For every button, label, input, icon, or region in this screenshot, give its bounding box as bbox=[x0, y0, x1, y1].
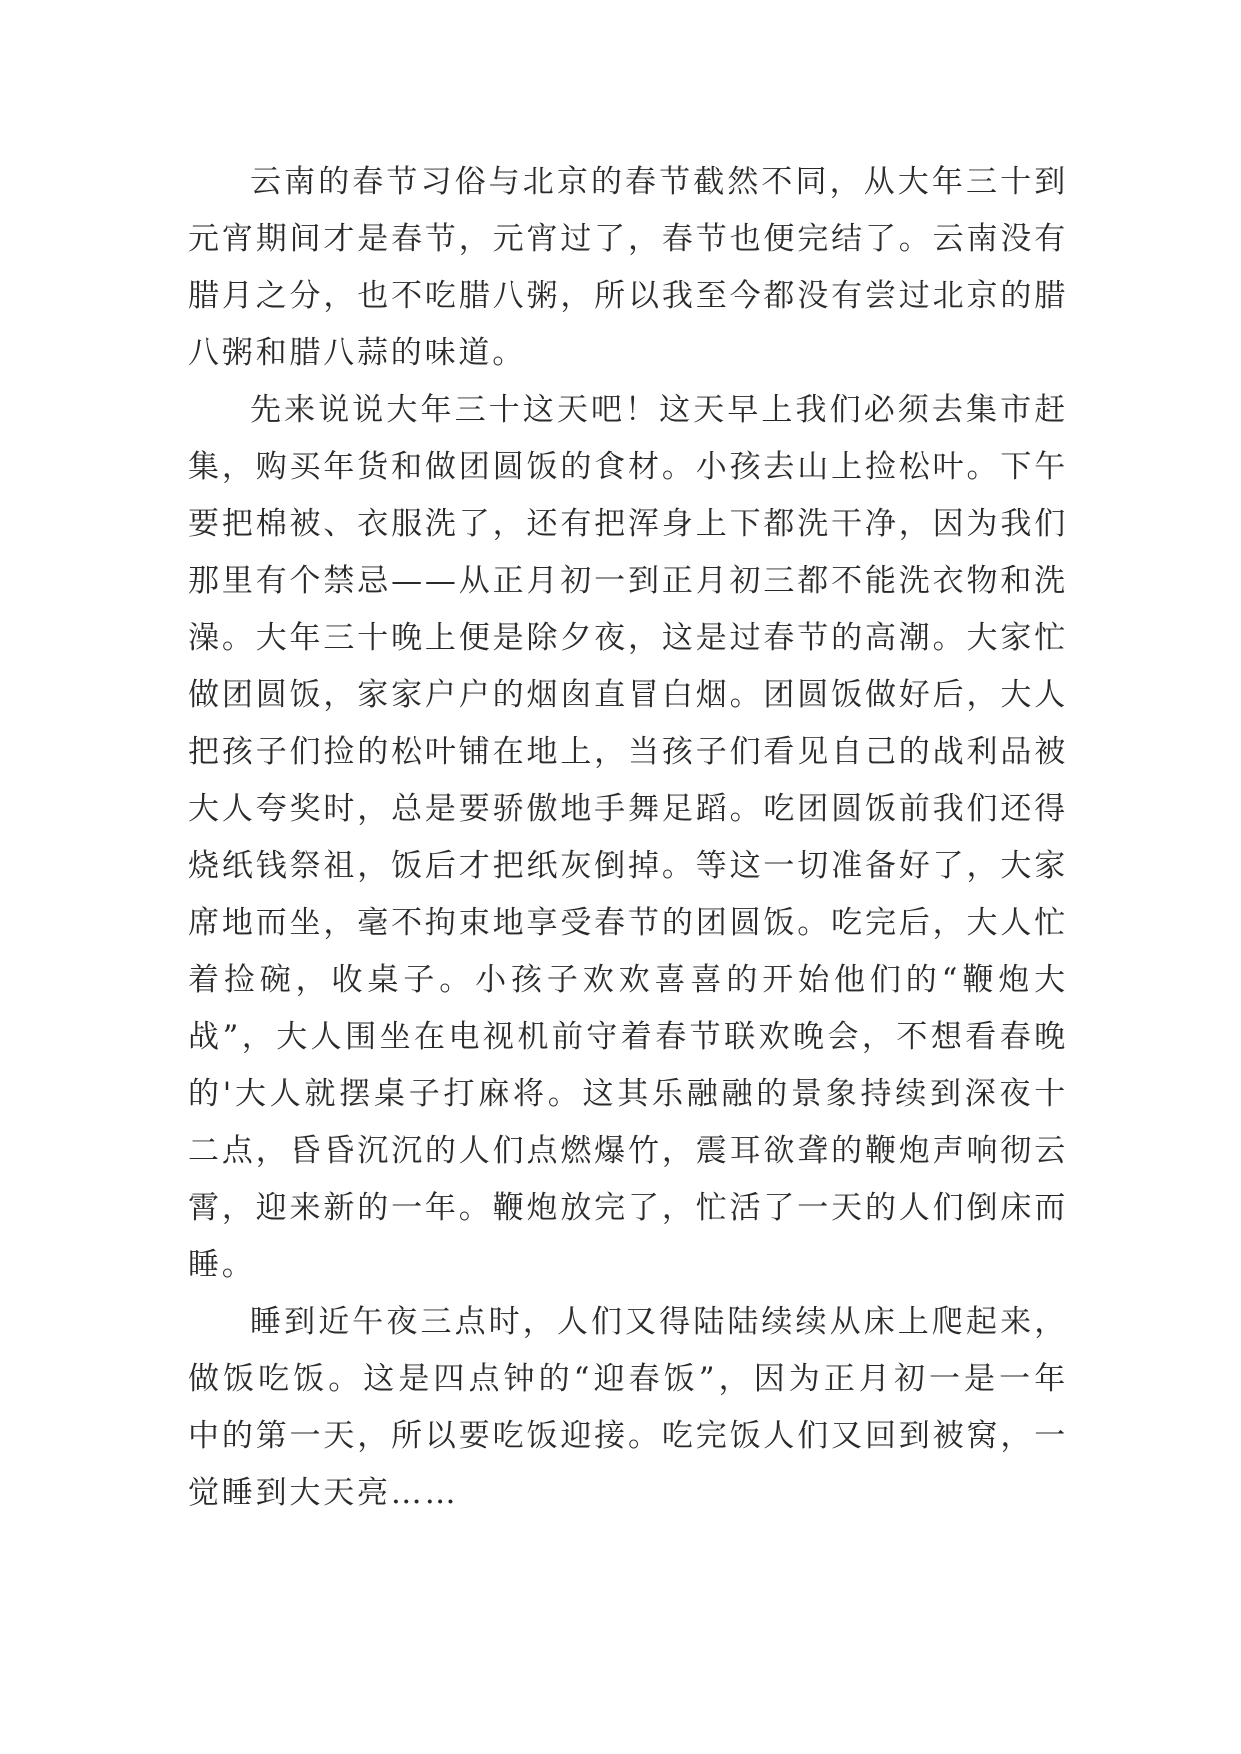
paragraph-2: 先来说说大年三十这天吧！这天早上我们必须去集市赶集，购买年货和做团圆饭的食材。小孩去山上捡松叶。下午要把棉被、衣服洗了，还有把浑身上下都洗干净，因为我们那里有个禁忌——从正月初一到正月初三都不能洗衣物和洗澡。大年三十晚上便是除夕夜，这是过春节的高潮。大家忙做团圆饭，家家户户的烟囱直冒白烟。团圆饭做好后，大人把孩子们捡的松叶铺在地上，当孩子们看见自己的战利品被大人夸奖时，总是要骄傲地手舞足蹈。吃团圆饭前我们还得烧纸钱祭祖，饭后才把纸灰倒掉。等这一切准备好了，大家席地而坐，毫不拘束地享受春节的团圆饭。吃完后，大人忙着捡碗，收桌子。小孩子欢欢喜喜的开始他们的“鞭炮大战”，大人围坐在电视机前守着春节联欢晚会，不想看春晚的'大人就摆桌子打麻将。这其乐融融的景象持续到深夜十二点，昏昏沉沉的人们点燃爆竹，震耳欲聋的鞭炮声响彻云霄，迎来新的一年。鞭炮放完了，忙活了一天的人们倒床而睡。 bbox=[188, 392, 1068, 1283]
paragraph-1: 云南的春节习俗与北京的春节截然不同，从大年三十到元宵期间才是春节，元宵过了，春节也便完结了。云南没有腊月之分，也不吃腊八粥，所以我至今都没有尝过北京的腊八粥和腊八蒜的味道。 bbox=[188, 164, 1068, 371]
paragraph-3: 睡到近午夜三点时，人们又得陆陆续续从床上爬起来，做饭吃饭。这是四点钟的“迎春饭”，因为正月初一是一年中的第一天，所以要吃饭迎接。吃完饭人们又回到被窝，一觉睡到大天亮…… bbox=[188, 1304, 1068, 1511]
document-body bbox=[188, 154, 1068, 1522]
